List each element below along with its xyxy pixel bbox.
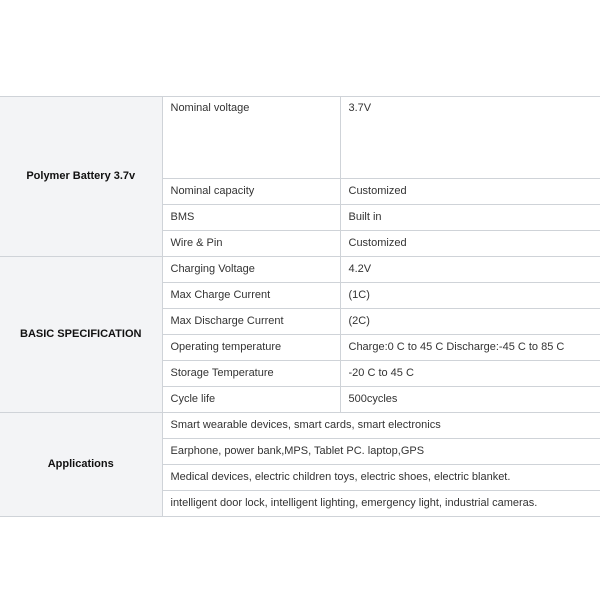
spec-label: Storage Temperature — [162, 361, 340, 387]
spec-label: Nominal voltage — [162, 97, 340, 179]
category-basic-specification: BASIC SPECIFICATION — [0, 257, 162, 413]
application-item: Medical devices, electric children toys, electric shoes, electric blanket. — [162, 465, 600, 491]
spec-value: Customized — [340, 231, 600, 257]
spec-label: Max Charge Current — [162, 283, 340, 309]
spec-value: 4.2V — [340, 257, 600, 283]
spec-label: Nominal capacity — [162, 179, 340, 205]
spec-label: Max Discharge Current — [162, 309, 340, 335]
spec-label: BMS — [162, 205, 340, 231]
table-row — [0, 97, 600, 179]
spec-value: (1C) — [340, 283, 600, 309]
spec-value: Customized — [340, 179, 600, 205]
spec-value: 500cycles — [340, 387, 600, 413]
category-polymer-battery: Polymer Battery 3.7v — [0, 97, 162, 257]
table-row — [0, 413, 600, 439]
spec-label: Cycle life — [162, 387, 340, 413]
spec-label: Wire & Pin — [162, 231, 340, 257]
spec-value: (2C) — [340, 309, 600, 335]
table-row — [0, 257, 600, 283]
spec-value: 3.7V — [340, 97, 600, 179]
application-item: intelligent door lock, intelligent lighting, emergency light, industrial cameras. — [162, 491, 600, 517]
spec-value: Charge:0 C to 45 C Discharge:-45 C to 85 C — [340, 335, 600, 361]
spec-table — [0, 96, 600, 517]
spec-label: Charging Voltage — [162, 257, 340, 283]
spec-label: Operating temperature — [162, 335, 340, 361]
application-item: Earphone, power bank,MPS, Tablet PC. laptop,GPS — [162, 439, 600, 465]
category-applications: Applications — [0, 413, 162, 517]
application-item: Smart wearable devices, smart cards, smart electronics — [162, 413, 600, 439]
spec-value: Built in — [340, 205, 600, 231]
spec-value: -20 C to 45 C — [340, 361, 600, 387]
